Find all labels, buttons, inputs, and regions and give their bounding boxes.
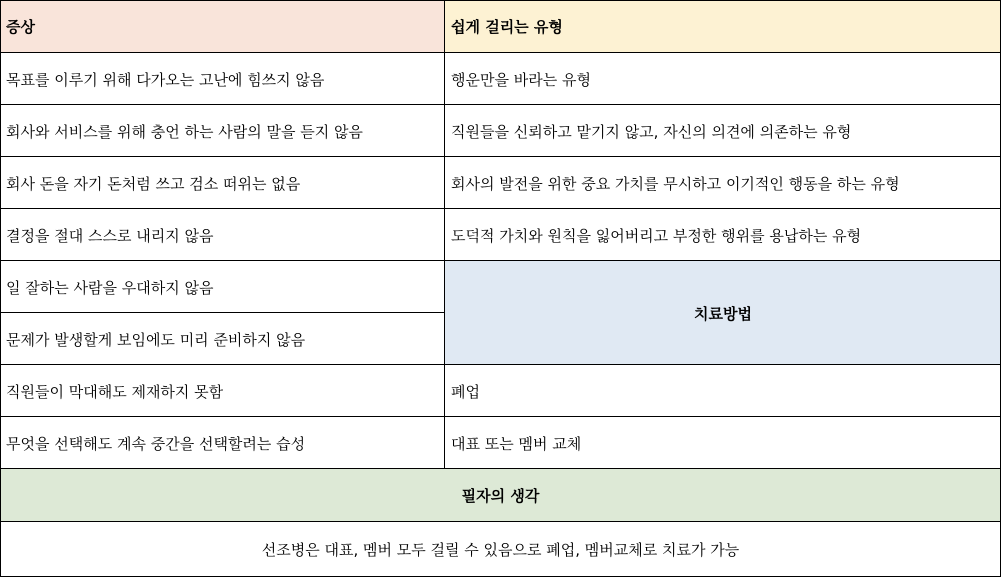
treatment-cell: 폐업 (451, 382, 480, 401)
type-cell: 도덕적 가치와 원칙을 잃어버리고 부정한 행위를 용납하는 유형 (451, 226, 862, 245)
symptom-cell: 문제가 발생할게 보임에도 미리 준비하지 않음 (6, 330, 306, 349)
table-divider (0, 416, 1001, 417)
type-cell: 회사의 발전을 위한 중요 가치를 무시하고 이기적인 행동을 하는 유형 (451, 174, 900, 193)
table-divider (0, 104, 1001, 105)
treatment-cell: 대표 또는 멤버 교체 (451, 434, 582, 453)
symptom-cell: 결정을 절대 스스로 내리지 않음 (6, 226, 214, 245)
symptom-cell: 목표를 이루기 위해 다가오는 고난에 힘쓰지 않음 (6, 70, 325, 89)
symptom-cell: 회사 돈을 자기 돈처럼 쓰고 검소 떠위는 없음 (6, 174, 301, 193)
table-divider (0, 156, 1001, 157)
header-symptom: 증상 (0, 0, 445, 53)
symptom-cell: 회사와 서비스를 위해 충언 하는 사람의 말을 듣지 않음 (6, 122, 363, 141)
header-type: 쉽게 걸리는 유형 (445, 0, 1001, 53)
table-divider (0, 364, 1001, 365)
type-cell: 행운만을 바라는 유형 (451, 70, 591, 89)
table-divider (444, 0, 445, 469)
opinion-text: 선조병은 대표, 멤버 모두 걸릴 수 있음으로 폐업, 멤버교체로 치료가 가능 (261, 541, 740, 559)
symptom-cell: 일 잘하는 사람을 우대하지 않음 (6, 278, 214, 297)
table-divider (0, 312, 445, 313)
table-divider (0, 468, 1001, 469)
table-divider (0, 521, 1001, 522)
table-divider (0, 208, 1001, 209)
symptom-cell: 무엇을 선택해도 계속 중간을 선택할려는 습성 (6, 434, 306, 453)
symptom-cell: 직원들이 막대해도 제재하지 못함 (6, 382, 224, 401)
type-cell: 직원들을 신뢰하고 맡기지 않고, 자신의 의견에 의존하는 유형 (451, 122, 852, 141)
table-border (0, 0, 1001, 1)
table-divider (0, 260, 1001, 261)
opinion-header: 필자의 생각 (0, 469, 1001, 522)
table-border (0, 0, 1, 577)
treatment-header: 치료방법 (445, 261, 1001, 365)
table-divider (0, 52, 1001, 53)
